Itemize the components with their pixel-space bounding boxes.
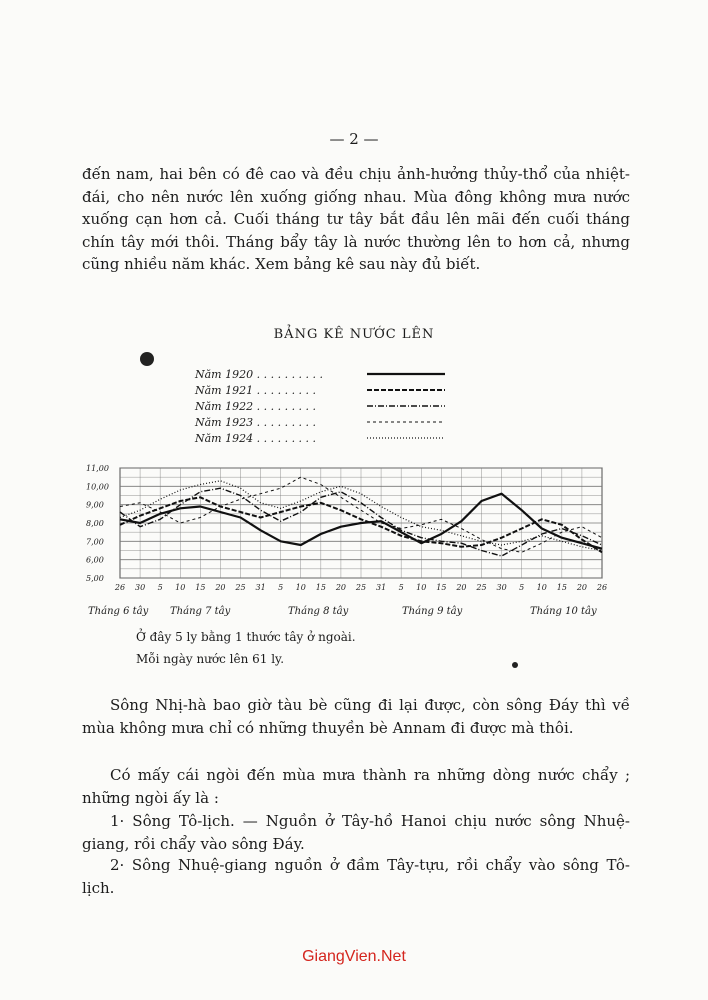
- watermark: GiangVien.Net: [302, 948, 406, 965]
- x-tick-label: 25: [235, 583, 246, 592]
- x-tick-label: 15: [195, 583, 206, 592]
- x-tick-label: 5: [157, 583, 163, 592]
- x-tick-label: 25: [355, 583, 367, 592]
- legend-entry-1923: [195, 416, 455, 432]
- legend-label: Năm 1922 . . . . . . . . .: [195, 400, 317, 413]
- legend-label: Năm 1924 . . . . . . . . .: [195, 432, 317, 445]
- x-tick-label: 5: [278, 583, 284, 592]
- x-axis-ticks: [114, 583, 607, 592]
- legend-entry-1922: [195, 400, 455, 416]
- x-tick-label: 20: [335, 583, 347, 592]
- x-tick-label: 30: [496, 583, 507, 592]
- legend-entry-1924: [195, 432, 455, 448]
- month-label-june: Tháng 6 tây: [88, 606, 149, 617]
- page-number: — 2 —: [329, 130, 379, 148]
- x-tick-label: 10: [416, 583, 427, 592]
- x-tick-label: 5: [398, 583, 404, 592]
- x-tick-label: 15: [315, 583, 326, 592]
- x-tick-label: 26: [114, 583, 126, 592]
- legend-swatch-dash-heavy: [367, 386, 447, 394]
- x-tick-label: 25: [476, 583, 487, 592]
- y-tick-label: 10,00: [86, 482, 109, 492]
- y-tick-label: 8,00: [86, 519, 104, 528]
- legend-swatch-dotted: [367, 434, 447, 442]
- y-tick-label: 9,00: [86, 500, 104, 510]
- legend-entry-1921: [195, 384, 455, 400]
- x-tick-label: 10: [175, 583, 186, 592]
- legend-swatch-dash-light: [367, 418, 447, 426]
- x-tick-label: 30: [134, 583, 146, 592]
- x-tick-label: 15: [556, 583, 567, 592]
- legend-label: Năm 1921 . . . . . . . . .: [195, 384, 317, 397]
- list-item-nhue-giang: 2· Sông Nhuệ-giang nguồn ở đầm Tây-tựu, rồi chẩy vào sông Tô-lịch.: [82, 856, 630, 897]
- x-tick-label: 31: [375, 583, 387, 592]
- month-label-october: Tháng 10 tây: [530, 606, 597, 617]
- y-axis-ticks: [86, 464, 109, 583]
- ink-blot: [140, 352, 154, 366]
- paragraph-rivers: Sông Nhị-hà bao giờ tàu bè cũng đi lại được, còn sông Đáy thì về mùa không mưa chỉ có những thuyền bè Annam đi được mà thôi.: [82, 696, 630, 737]
- x-tick-label: 10: [536, 583, 547, 592]
- paragraph-streams: Có mấy cái ngòi đến mùa mưa thành ra những dòng nước chẩy ; những ngòi ấy là :: [82, 766, 630, 807]
- paragraph-intro: đến nam, hai bên có đê cao và đều chịu ảnh-hưởng thủy-thổ của nhiệt-đái, cho nên nước lên xuống giống nhau. Mùa đông không mưa nước xuống cạn hơn cả. Cuối tháng tư tây bắt đầu lên mãi đến cuối tháng chín tây mới thôi. Tháng bẩy tây là nước thường lên to hơn cả, nhưng cũng nhiều năm khác. Xem bảng kê sau này đủ biết.: [82, 165, 630, 273]
- chart-note-scale: Ở đây 5 ly bằng 1 thước tây ở ngoài.: [136, 630, 356, 644]
- x-tick-label: 10: [295, 583, 306, 592]
- chart-note-daily: Mỗi ngày nước lên 61 ly.: [136, 652, 285, 666]
- chart-title: BẢNG KÊ NƯỚC LÊN: [273, 327, 435, 342]
- x-tick-label: 20: [456, 583, 467, 592]
- month-label-july: Tháng 7 tây: [170, 606, 231, 617]
- month-label-september: Tháng 9 tây: [402, 606, 463, 617]
- legend-swatch-dash-dot: [367, 402, 447, 410]
- water-level-chart: [84, 460, 624, 606]
- month-labels: [84, 606, 624, 624]
- x-tick-label: 26: [596, 583, 608, 592]
- x-tick-label: 20: [215, 583, 226, 592]
- x-tick-label: 31: [255, 583, 266, 592]
- y-tick-label: 5,00: [86, 574, 104, 583]
- legend-label: Năm 1920 . . . . . . . . . .: [195, 368, 324, 381]
- y-tick-label: 7,00: [86, 537, 104, 547]
- legend-swatch-solid: [367, 370, 447, 378]
- x-tick-label: 15: [436, 583, 447, 592]
- x-tick-label: 5: [519, 583, 525, 592]
- legend-label: Năm 1923 . . . . . . . . .: [195, 416, 317, 429]
- ink-speck: [512, 662, 518, 668]
- y-tick-label: 6,00: [86, 555, 104, 565]
- y-tick-label: 11,00: [86, 464, 109, 473]
- x-tick-label: 20: [576, 583, 588, 592]
- month-label-august: Tháng 8 tây: [288, 606, 349, 617]
- legend-entry-1920: [195, 368, 455, 384]
- list-item-to-lich: 1· Sông Tô-lịch. — Nguồn ở Tây-hồ Hanoi chịu nước sông Nhuệ-giang, rồi chẩy vào sông Đáy.: [82, 812, 630, 853]
